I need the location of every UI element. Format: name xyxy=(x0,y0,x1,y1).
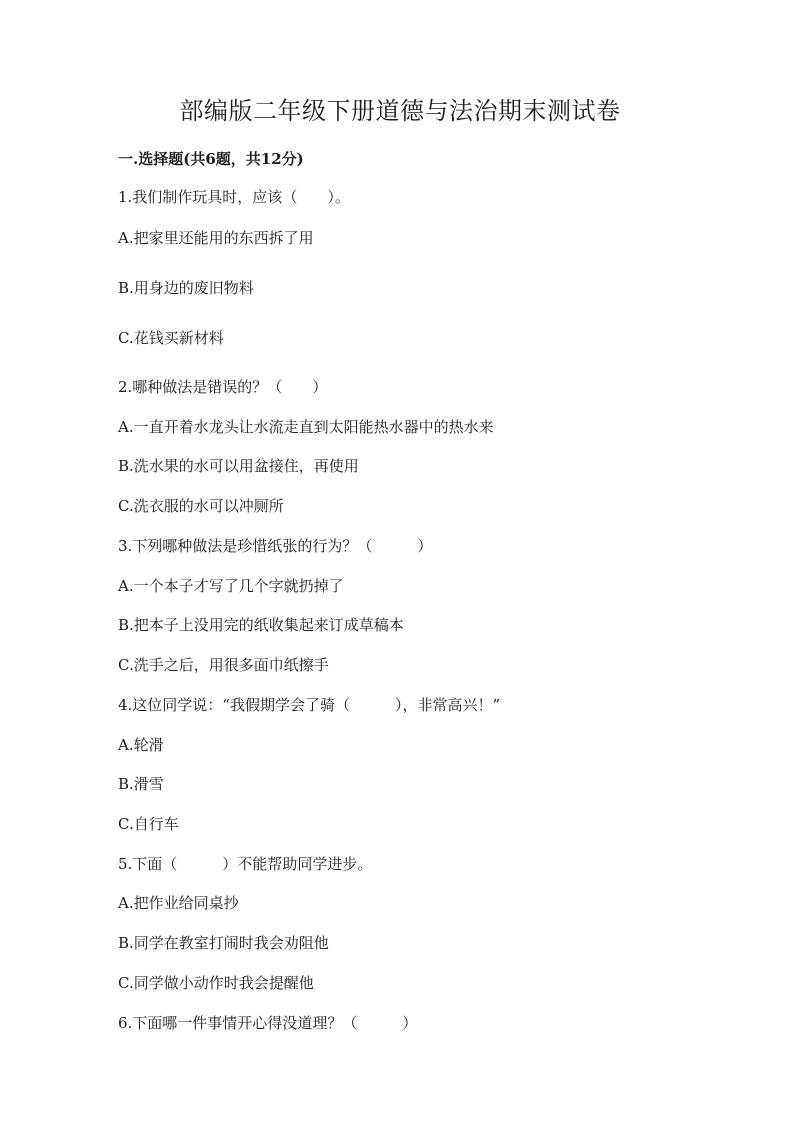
page-title: 部编版二年级下册道德与法治期末测试卷 xyxy=(179,97,621,125)
question-5-option-b: B.同学在教室打闹时我会劝阻他 xyxy=(118,934,329,952)
question-6-stem: 6.下面哪一件事情开心得没道理？（ ） xyxy=(118,1014,418,1032)
question-5-stem: 5.下面（ ）不能帮助同学进步。 xyxy=(118,855,373,873)
question-3-option-b: B.把本子上没用完的纸收集起来订成草稿本 xyxy=(118,616,404,634)
question-3-stem: 3.下列哪种做法是珍惜纸张的行为？（ ） xyxy=(118,537,433,555)
question-2-option-c: C.洗衣服的水可以冲厕所 xyxy=(118,497,284,515)
question-1-option-c: C.花钱买新材料 xyxy=(118,329,224,347)
question-4-option-b: B.滑雪 xyxy=(118,775,164,793)
question-2-stem: 2.哪种做法是错误的？（ ） xyxy=(118,378,328,396)
question-1-stem: 1.我们制作玩具时，应该（ ）。 xyxy=(118,188,350,206)
question-5-option-c: C.同学做小动作时我会提醒他 xyxy=(118,974,314,992)
question-2-option-a: A.一直开着水龙头让水流走直到太阳能热水器中的热水来 xyxy=(118,418,494,436)
question-4-option-a: A.轮滑 xyxy=(118,736,164,754)
question-5-option-a: A.把作业给同桌抄 xyxy=(118,894,239,912)
question-1-option-a: A.把家里还能用的东西拆了用 xyxy=(118,229,314,247)
question-3-option-c: C.洗手之后，用很多面巾纸擦手 xyxy=(118,656,329,674)
question-4-option-c: C.自行车 xyxy=(118,815,179,833)
question-3-option-a: A.一个本子才写了几个字就扔掉了 xyxy=(118,577,344,595)
question-4-stem: 4.这位同学说：“我假期学会了骑（ ），非常高兴！” xyxy=(118,696,501,714)
section-heading: 一.选择题(共6题，共12分) xyxy=(118,150,304,168)
question-1-option-b: B.用身边的废旧物料 xyxy=(118,279,254,297)
question-2-option-b: B.洗水果的水可以用盆接住，再使用 xyxy=(118,457,359,475)
